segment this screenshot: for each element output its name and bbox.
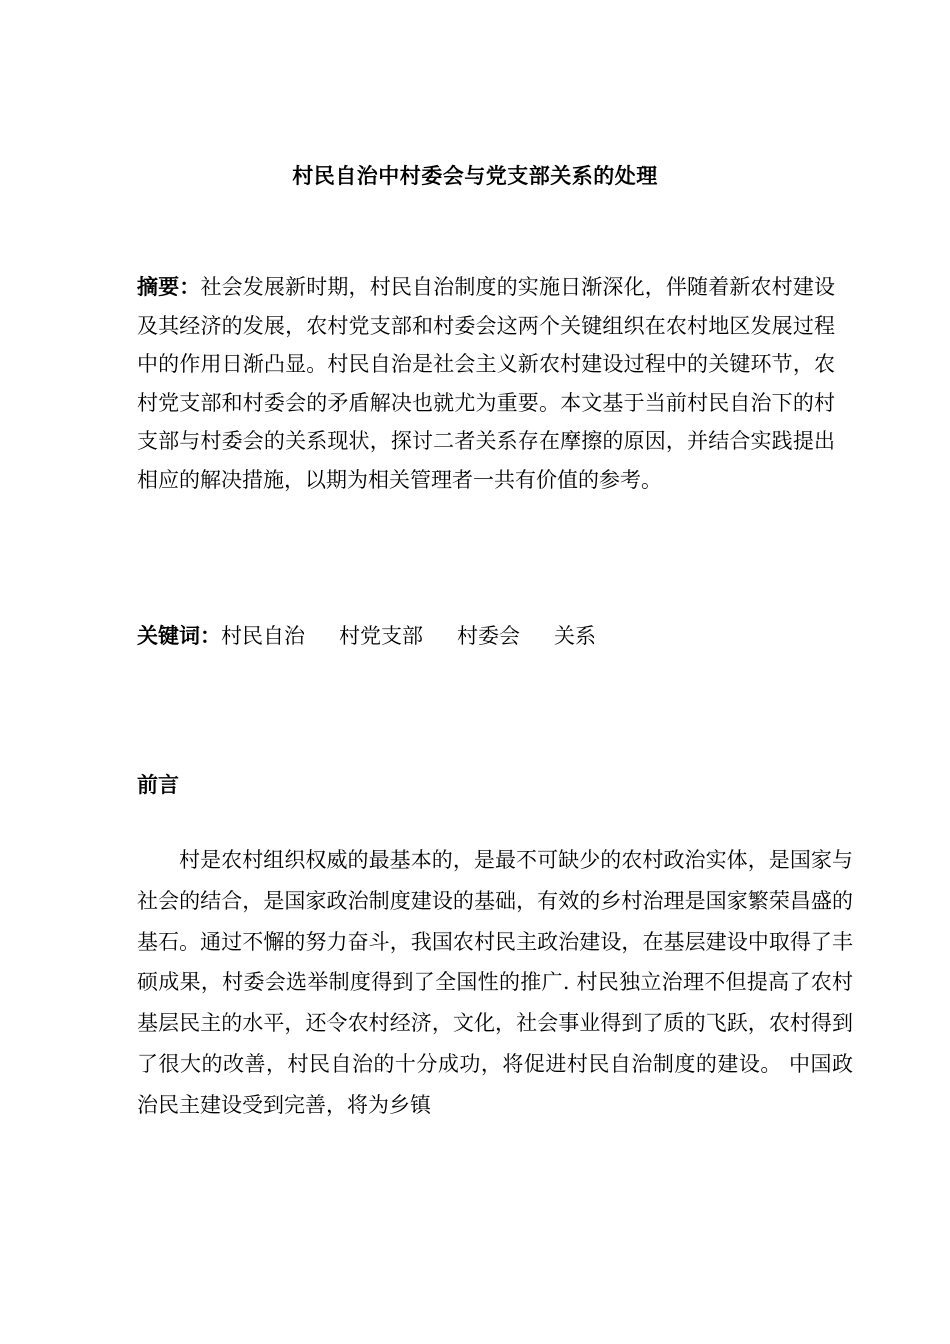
keywords [137,617,835,655]
body-paragraph: 村是农村组织权威的最基本的，是最不可缺少的农村政治实体，是国家与社会的结合，是国家政治制度建设的基础，有效的乡村治理是国家繁荣昌盛的基石。通过不懈的努力奋斗，我国农村民主政治建设，在基层建设中取得了丰硕成果，村委会选举制度得到了全国性的推广. 村民独立治理不但提高了农村基层民主的水平，还令农村经济，文化，社会事业得到了质的飞跃，农村得到了很大的改善，村民自治的十分成功，将促进村民自治制度的建设。 中国政治民主建设受到完善，将为乡镇 [137,848,853,1117]
keywords-label: 关键词： [137,623,221,648]
keyword-item: 村委会 [457,624,520,648]
abstract-label: 摘要： [137,274,201,299]
keyword-item: 村党支部 [339,624,423,648]
abstract-text: 社会发展新时期，村民自治制度的实施日渐深化，伴随着新农村建设及其经济的发展，农村党支部和村委会这两个关键组织在农村地区发展过程中的作用日渐凸显。村民自治是社会主义新农村建设过程中的关键环节，农村党支部和村委会的矛盾解决也就尤为重要。本文基于当前村民自治下的村支部与村委会的关系现状，探讨二者关系存在摩擦的原因，并结合实践提出相应的解决措施，以期为相关管理者一共有价值的参考。 [137,275,835,492]
document-title: 村民自治中村委会与党支部关系的处理 [292,163,658,188]
abstract [137,268,835,499]
keyword-item: 关系 [554,624,596,648]
section-heading: 前言 [137,772,179,797]
keyword-item: 村民自治 [221,624,305,648]
